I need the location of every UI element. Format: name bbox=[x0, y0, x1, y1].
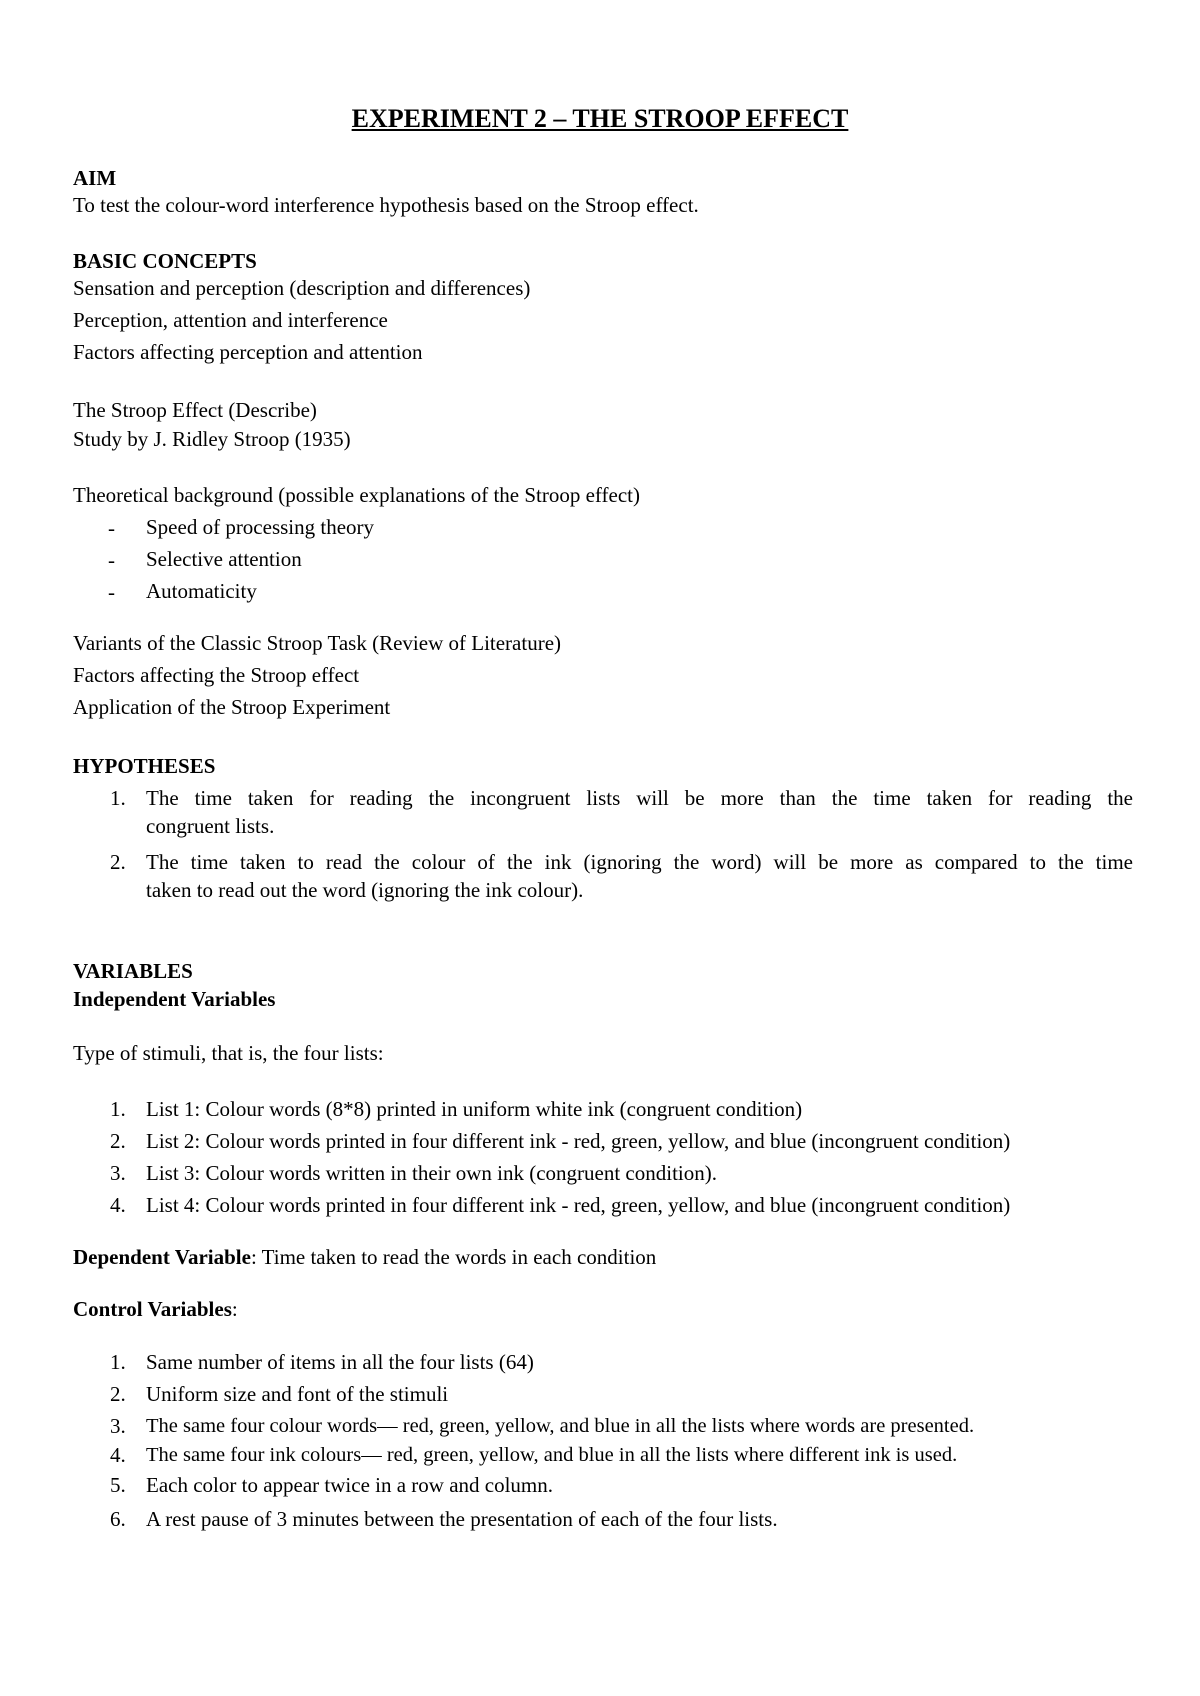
basic-concept-line: Sensation and perception (description and differences) bbox=[73, 276, 531, 300]
independent-list-item: List 2: Colour words printed in four different ink - red, green, yellow, and blue (incongruent condition) bbox=[146, 1129, 1011, 1153]
list-number: 1. bbox=[110, 1350, 126, 1374]
basic-concept-line: Factors affecting the Stroop effect bbox=[73, 663, 360, 687]
stroop-study-line: Study by J. Ridley Stroop (1935) bbox=[73, 427, 351, 451]
hypothesis-item bbox=[146, 784, 1133, 840]
hypothesis-line: The time taken to read the colour of the ink (ignoring the word) will be more as compared to the time bbox=[146, 850, 1133, 874]
control-variables-colon: : bbox=[231, 1297, 238, 1321]
independent-list-item: List 3: Colour words written in their own ink (congruent condition). bbox=[146, 1161, 717, 1185]
control-variables-heading bbox=[73, 1295, 238, 1323]
basic-concept-line: Factors affecting perception and attention bbox=[73, 340, 423, 364]
control-list-item: Each color to appear twice in a row and column. bbox=[146, 1473, 554, 1497]
list-number: 3. bbox=[110, 1161, 126, 1185]
control-list-item: Same number of items in all the four lists (64) bbox=[146, 1350, 534, 1374]
list-number: 5. bbox=[110, 1473, 126, 1497]
independent-variables-heading: Independent Variables bbox=[73, 987, 276, 1011]
list-number: 2. bbox=[110, 1129, 126, 1153]
aim-text: To test the colour-word interference hypothesis based on the Stroop effect. bbox=[73, 193, 699, 217]
theory-item: Speed of processing theory bbox=[146, 515, 375, 539]
independent-intro: Type of stimuli, that is, the four lists: bbox=[73, 1041, 384, 1065]
aim-heading: AIM bbox=[73, 166, 117, 190]
list-number: 4. bbox=[110, 1443, 126, 1467]
theory-heading: Theoretical background (possible explanations of the Stroop effect) bbox=[73, 483, 641, 507]
bullet-dash: - bbox=[108, 516, 115, 540]
list-number: 1. bbox=[110, 1097, 126, 1121]
hypothesis-line: The time taken for reading the incongruent lists will be more than the time taken for reading the bbox=[146, 786, 1133, 810]
bullet-dash: - bbox=[108, 580, 115, 604]
control-list-item: The same four colour words— red, green, yellow, and blue in all the lists where words are presented. bbox=[146, 1415, 975, 1437]
basic-concept-line: Variants of the Classic Stroop Task (Review of Literature) bbox=[73, 631, 562, 655]
theory-item: Selective attention bbox=[146, 547, 302, 571]
list-number: 2. bbox=[110, 850, 126, 874]
list-number: 2. bbox=[110, 1382, 126, 1406]
control-list-item: Uniform size and font of the stimuli bbox=[146, 1382, 449, 1406]
variables-heading: VARIABLES bbox=[73, 959, 193, 983]
hypotheses-heading: HYPOTHESES bbox=[73, 754, 216, 778]
hypothesis-line: taken to read out the word (ignoring the ink colour). bbox=[146, 878, 584, 902]
theory-item: Automaticity bbox=[146, 579, 257, 603]
bullet-dash: - bbox=[108, 548, 115, 572]
page-title: EXPERIMENT 2 – THE STROOP EFFECT bbox=[351, 104, 849, 133]
control-list-item: The same four ink colours— red, green, yellow, and blue in all the lists where different ink is used. bbox=[146, 1444, 958, 1466]
stroop-effect-line: The Stroop Effect (Describe) bbox=[73, 398, 317, 422]
basic-concept-line: Perception, attention and interference bbox=[73, 308, 388, 332]
list-number: 1. bbox=[110, 786, 126, 810]
basic-concept-line: Application of the Stroop Experiment bbox=[73, 695, 391, 719]
independent-list-item: List 4: Colour words printed in four different ink - red, green, yellow, and blue (incongruent condition) bbox=[146, 1193, 1011, 1217]
list-number: 3. bbox=[110, 1414, 126, 1438]
list-number: 4. bbox=[110, 1193, 126, 1217]
control-list-item: A rest pause of 3 minutes between the presentation of each of the four lists. bbox=[146, 1507, 778, 1531]
dependent-variable bbox=[73, 1243, 656, 1271]
list-number: 6. bbox=[110, 1507, 126, 1531]
independent-list-item: List 1: Colour words (8*8) printed in uniform white ink (congruent condition) bbox=[146, 1097, 803, 1121]
basic-concepts-heading: BASIC CONCEPTS bbox=[73, 249, 257, 273]
hypothesis-line: congruent lists. bbox=[146, 814, 275, 838]
control-variables-label: Control Variables bbox=[73, 1297, 232, 1321]
dependent-variable-label: Dependent Variable bbox=[73, 1245, 251, 1269]
hypothesis-item bbox=[146, 848, 1133, 904]
dependent-variable-text: : Time taken to read the words in each condition bbox=[250, 1245, 657, 1269]
